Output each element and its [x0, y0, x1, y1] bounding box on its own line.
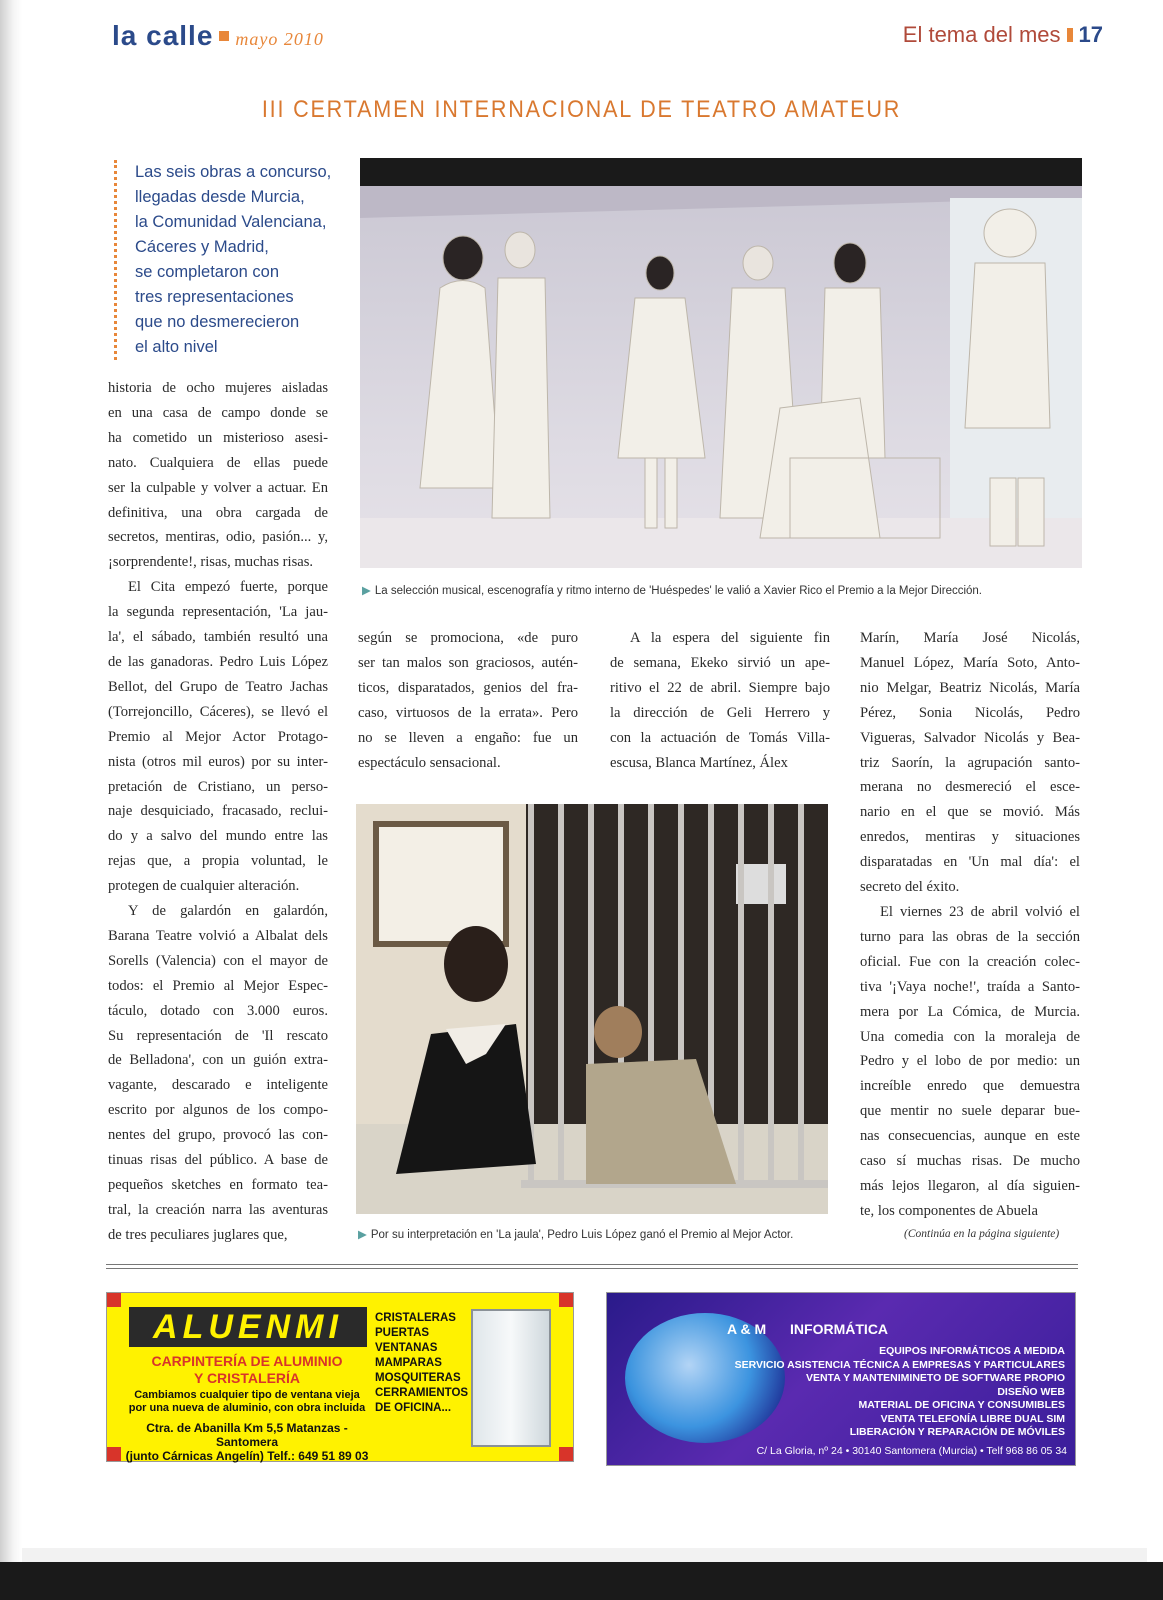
article-line: ser tan malos son graciosos, autén-: [358, 654, 578, 671]
section-title: III CERTAMEN INTERNACIONAL DE TEATRO AMATEUR: [261, 96, 902, 123]
ad-am-informatica[interactable]: [606, 1292, 1076, 1466]
article-line: te, los componentes de Abuela: [860, 1202, 1038, 1219]
article-line: nio Melgar, Beatriz Nicolás, María: [860, 679, 1080, 696]
page-number: 17: [1078, 22, 1103, 47]
aluenmi-item: PUERTAS: [375, 1327, 430, 1339]
article-line: (Torrejoncillo, Cáceres), se llevó el: [108, 703, 328, 720]
magazine-name: la calle: [112, 20, 214, 51]
article-line: pretación de Cristiano, un perso-: [108, 778, 328, 795]
article-line: Sorells (Valencia) con el mayor de: [108, 952, 328, 969]
article-line: vagante, descarado e inteligente: [108, 1077, 328, 1094]
article-line: Y de galardón en galardón,: [128, 903, 328, 920]
pull-quote-line: Cáceres y Madrid,: [135, 238, 269, 256]
article-line: increíble enredo que demuestra: [860, 1078, 1080, 1095]
section-header: [903, 22, 1103, 48]
article-line: de tres peculiares juglares que,: [108, 1226, 288, 1243]
article-line: en una casa de campo donde se: [108, 404, 328, 421]
caption-triangle-icon: ▶: [358, 1229, 367, 1241]
article-line: Bellot, del Grupo de Teatro Jachas: [108, 678, 328, 695]
am-service: MATERIAL DE OFICINA Y CONSUMIBLES: [858, 1399, 1065, 1411]
article-line: pequeños sketches en formato tea-: [108, 1177, 328, 1193]
article-line: enredos, mentiras y situaciones: [860, 829, 1080, 846]
article-line: nista (otros mil euros) por su inter-: [108, 753, 328, 770]
article-line: tral, la creación narra las aventuras: [108, 1201, 328, 1218]
article-line: nentes del grupo, provocó las con-: [108, 1127, 328, 1144]
article-line: Pedro y el lobo de por medio: un: [860, 1053, 1080, 1070]
pull-quote-line: Las seis obras a concurso,: [135, 163, 332, 181]
article-column-1: [108, 376, 328, 1248]
aluenmi-item: VENTANAS: [375, 1342, 438, 1354]
orange-bar-icon: [1067, 28, 1073, 42]
article-line: la dirección de Geli Herrero y: [610, 704, 830, 721]
aluenmi-logo: ALUENMI: [129, 1307, 367, 1347]
article-line: escrito por algunos de los compo-: [108, 1102, 328, 1119]
article-line: no se lleven a engaño: fue un: [358, 729, 578, 746]
aluenmi-phone: (junto Cárnicas Angelín) Telf.: 649 51 89 03: [125, 1449, 369, 1463]
article-line: escusa, Blanca Martínez, Álex: [610, 754, 788, 771]
article-line: de las ganadoras. Pedro Luis López: [108, 653, 328, 670]
article-line: rejas que, a propia voluntad, le: [108, 853, 328, 870]
article-line: caso sí muchas risas. De mucho: [860, 1153, 1080, 1170]
am-title: INFORMÁTICA: [790, 1321, 889, 1337]
article-line: historia de ocho mujeres aisladas: [108, 380, 328, 396]
caption-text: Por su interpretación en 'La jaula', Pedro Luis López ganó el Premio al Mejor Actor.: [370, 1229, 794, 1241]
article-line: Una comedia con la moraleja de: [860, 1028, 1080, 1045]
pull-quote-line: se completaron con: [135, 263, 279, 281]
article-line: que mentir no suele deparar bue-: [860, 1103, 1080, 1120]
caption-huespedes: [362, 583, 982, 597]
caption-text: La selección musical, escenografía y ritmo interno de 'Huéspedes' le valió a Xavier Rico el Premio a la Mejor Dirección.: [374, 585, 983, 597]
pull-quote-line: el alto nivel: [135, 338, 218, 356]
article-line: Pérez, Sonia Nicolás, Pedro: [860, 704, 1080, 721]
aluenmi-items: [375, 1311, 468, 1416]
aluenmi-line2: Y CRISTALERÍA: [193, 1370, 301, 1386]
article-line: ha cometido un misterioso asesi-: [108, 429, 328, 446]
article-line: de Belladona', con un guión extra-: [108, 1052, 328, 1069]
article-line: tinuas risas del público. A base de: [108, 1152, 328, 1169]
am-service: LIBERACIÓN Y REPARACIÓN DE MÓVILES: [849, 1426, 1065, 1438]
continued-note: (Continúa en la página siguiente): [904, 1228, 1060, 1240]
aluenmi-line3: Cambiamos cualquier tipo de ventana vieja: [134, 1389, 360, 1401]
am-service: DISEÑO WEB: [997, 1385, 1065, 1398]
caption-la-jaula: [358, 1227, 793, 1241]
aluenmi-item: CRISTALERAS: [375, 1312, 456, 1324]
article-line: con la actuación de Tomás Villa-: [610, 729, 830, 746]
article-line: la segunda representación, 'La jau-: [108, 604, 328, 621]
aluenmi-address: Ctra. de Abanilla Km 5,5 Matanzas - Santomera: [146, 1421, 348, 1449]
pull-quote-line: que no desmerecieron: [135, 313, 300, 331]
aluenmi-item: CERRAMIENTOS: [375, 1387, 469, 1399]
article-line: protegen de cualquier alteración.: [108, 878, 300, 895]
article-line: ser la culpable y volver a actuar. En: [108, 479, 328, 496]
photo-la-jaula-image: [356, 804, 828, 1214]
article-line: la', el sábado, también resultó una: [108, 629, 328, 646]
pull-quote-line: llegadas desde Murcia,: [135, 188, 305, 206]
article-line: ticos, disparatados, genios del fra-: [358, 679, 578, 696]
am-service: VENTA Y MANTENIMINETO DE SOFTWARE PROPIO: [805, 1372, 1065, 1384]
divider-line: [106, 1268, 1078, 1269]
article-line: según se promociona, «de puro: [358, 630, 578, 646]
am-services: [685, 1345, 1065, 1440]
article-line: de semana, Ekeko sirvió un ape-: [610, 654, 830, 671]
article-line: Barana Teatre volvió a Albalat dels: [108, 927, 328, 944]
article-column-3: [610, 626, 830, 775]
article-line: nario en el que se movió. Más: [860, 804, 1080, 821]
article-line: todos: el Premio al Mejor Espec-: [108, 977, 328, 994]
article-line: merana no desmereció el esce-: [860, 779, 1080, 796]
page-bottom-edge: [0, 1562, 1163, 1600]
article-line: ritivo el 22 de abril. Siempre bajo: [610, 679, 830, 696]
aluenmi-item: DE OFICINA...: [375, 1402, 452, 1414]
am-service: VENTA TELEFONÍA LIBRE DUAL SIM: [880, 1412, 1065, 1425]
article-line: El viernes 23 de abril volvió el: [880, 903, 1080, 920]
article-line: espectáculo sensacional.: [358, 754, 501, 771]
article-line: Manuel López, María Soto, Anto-: [860, 654, 1080, 671]
article-line: secretos, mentiras, odio, pasión... y,: [108, 529, 328, 546]
article-line: triz Saorín, la agrupación santo-: [860, 754, 1080, 771]
article-line: disparatadas en 'Un mal día': el: [860, 854, 1080, 871]
orange-square-icon: [219, 31, 229, 41]
shower-screen-icon: [471, 1309, 551, 1447]
pull-quote-line: tres representaciones: [135, 288, 294, 306]
am-service: EQUIPOS INFORMÁTICOS A MEDIDA: [879, 1345, 1065, 1357]
article-line: más lejos llegaron, al día siguien-: [860, 1177, 1080, 1194]
article-line: mera por La Cómica, de Murcia.: [860, 1003, 1080, 1020]
aluenmi-item: MAMPARAS: [375, 1357, 442, 1369]
article-line: Premio al Mejor Actor Protago-: [108, 728, 328, 745]
article-line: Vigueras, Salvador Nicolás y Bea-: [860, 729, 1080, 746]
article-line: do y a salvo del mundo entre las: [108, 828, 328, 845]
page-binding-edge: [0, 0, 22, 1600]
article-line: tiva '¡Vaya noche!', traída a Santo-: [860, 978, 1080, 995]
article-column-2: [358, 626, 578, 775]
article-line: caso, virtuosos de la errata». Pero: [358, 704, 578, 721]
article-line: oficial. Fue con la creación colec-: [860, 953, 1080, 970]
photo-huespedes: [360, 158, 1082, 568]
caption-triangle-icon: ▶: [362, 585, 371, 597]
aluenmi-line1: CARPINTERÍA DE ALUMINIO: [151, 1353, 343, 1369]
magazine-header: [112, 20, 324, 52]
divider-line: [106, 1264, 1078, 1265]
article-line: naje desquiciado, fracasado, reclui-: [108, 803, 328, 820]
article-line: El Cita empezó fuerte, porque: [128, 579, 328, 596]
article-line: nato. Cualquiera de ellas puede: [108, 454, 328, 471]
pull-quote: [114, 160, 365, 360]
article-line: A la espera del siguiente fin: [630, 630, 830, 646]
pull-quote-line: la Comunidad Valenciana,: [135, 213, 327, 231]
am-brand: A & M: [727, 1321, 767, 1337]
aluenmi-item: MOSQUITERAS: [375, 1372, 461, 1384]
photo-huespedes-image: [360, 158, 1082, 568]
article-line: turno para las obras de la sección: [860, 928, 1080, 945]
article-line: Su representación de 'Il rescato: [108, 1027, 328, 1044]
article-column-4: [860, 626, 1080, 1224]
article-line: ¡sorprendente!, risas, muchas risas.: [108, 554, 314, 571]
am-service: SERVICIO ASISTENCIA TÉCNICA A EMPRESAS Y PARTICULARES: [734, 1358, 1065, 1371]
article-line: definitiva, una obra cargada de: [108, 504, 328, 521]
article-line: Marín, María José Nicolás,: [860, 630, 1080, 646]
section-name: El tema del mes: [902, 22, 1061, 47]
photo-la-jaula: [356, 804, 828, 1214]
aluenmi-line4: por una nueva de aluminio, con obra incluida: [128, 1402, 366, 1414]
am-address: C/ La Gloria, nº 24 • 30140 Santomera (Murcia) • Telf 968 86 05 34: [756, 1445, 1067, 1457]
article-line: secreto del éxito.: [860, 879, 960, 896]
article-line: nas consecuencias, aunque en este: [860, 1128, 1080, 1145]
article-line: táculo, dotado con 3.000 euros.: [108, 1002, 328, 1019]
ad-aluenmi[interactable]: [106, 1292, 574, 1462]
issue-month: mayo 2010: [235, 29, 324, 49]
